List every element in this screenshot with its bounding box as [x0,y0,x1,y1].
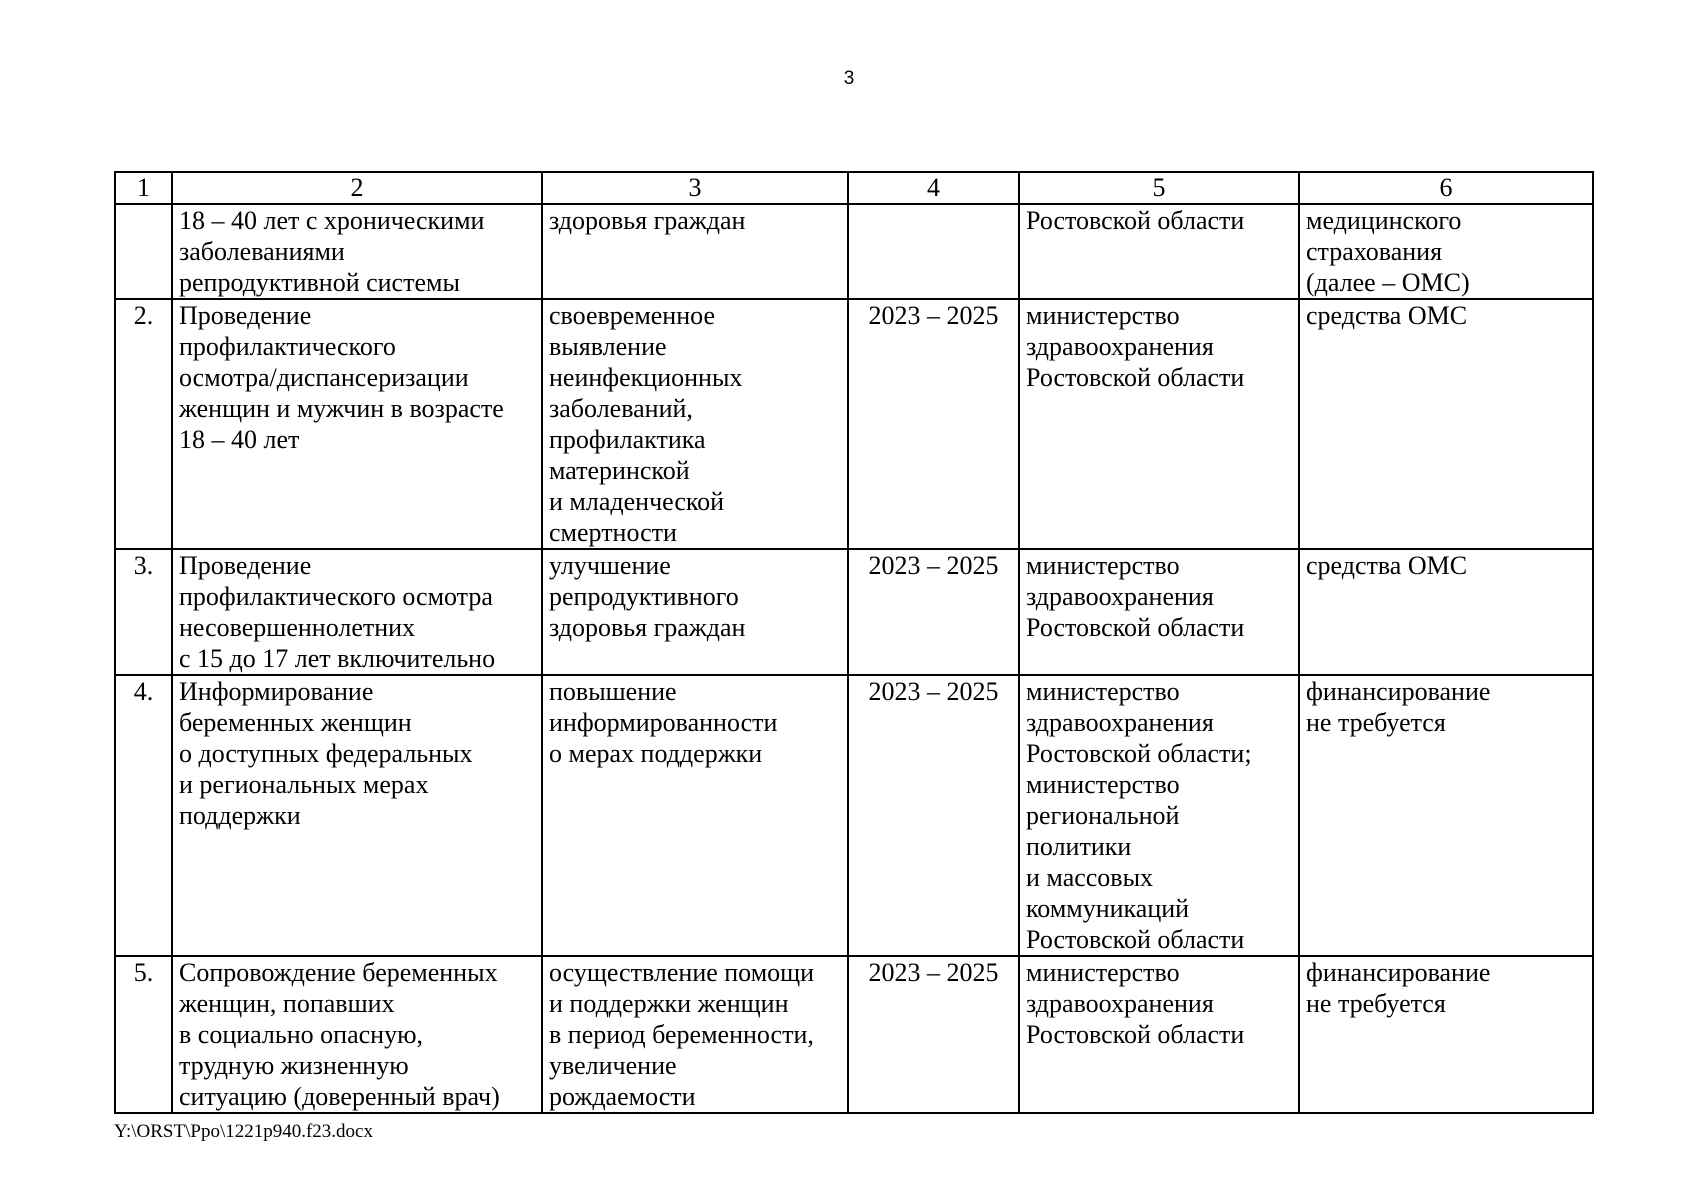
expected-result-cell [542,299,848,549]
cell-line: (далее – ОМС) [1306,268,1470,297]
cell-line: и младенческой [549,487,725,516]
cell-line: трудную жизненную [179,1051,409,1080]
cell-line: Информирование [179,677,374,706]
expected-result-cell [542,956,848,1113]
cell-line: в социально опасную, [179,1020,423,1049]
table-row [115,549,1593,675]
column-number-header: 1 [115,172,172,204]
column-number-header: 3 [542,172,848,204]
table-row [115,956,1593,1113]
cell-line: заболеваний, [549,394,693,423]
page-number: 3 [843,68,855,89]
cell-line: и поддержки женщин [549,989,789,1018]
cell-line: ситуацию (доверенный врач) [179,1082,500,1111]
funding-cell [1299,956,1593,1113]
item-number-cell: 5. [115,956,172,1113]
cell-line: политики [1026,832,1132,861]
cell-line: женщин, попавших [179,989,395,1018]
item-number-cell: 4. [115,675,172,956]
cell-line: профилактического осмотра [179,582,493,611]
cell-line: в период беременности, [549,1020,814,1049]
cell-line: Проведение [179,301,312,330]
cell-line: не требуется [1306,989,1446,1018]
cell-line: профилактического [179,332,396,361]
cell-line: медицинского [1306,206,1462,235]
cell-line: неинфекционных [549,363,743,392]
cell-line: своевременное [549,301,715,330]
item-number-cell [115,204,172,299]
table-row [115,299,1593,549]
event-cell [172,956,542,1113]
cell-line: материнской [549,456,690,485]
period-cell: 2023 – 2025 [848,299,1019,549]
cell-line: 18 – 40 лет с хроническими [179,206,485,235]
cell-line: средства ОМС [1306,301,1468,330]
cell-line: выявление [549,332,667,361]
table-row [115,204,1593,299]
cell-line: коммуникаций [1026,894,1190,923]
cell-line: Ростовской области [1026,206,1245,235]
executor-cell [1019,204,1299,299]
cell-line: с 15 до 17 лет включительно [179,644,496,673]
cell-line: финансирование [1306,677,1491,706]
cell-line: заболеваниями [179,237,345,266]
period-cell [848,204,1019,299]
period-cell: 2023 – 2025 [848,956,1019,1113]
cell-line: Ростовской области [1026,925,1245,954]
cell-line: о мерах поддержки [549,739,763,768]
cell-line: здравоохранения [1026,332,1214,361]
cell-line: региональной [1026,801,1180,830]
cell-line: рождаемости [549,1082,696,1111]
cell-line: Ростовской области [1026,363,1245,392]
funding-cell [1299,675,1593,956]
item-number-cell: 2. [115,299,172,549]
event-cell [172,299,542,549]
cell-line: женщин и мужчин в возрасте [179,394,504,423]
cell-line: здравоохранения [1026,708,1214,737]
cell-line: повышение [549,677,677,706]
cell-line: репродуктивного [549,582,739,611]
cell-line: средства ОМС [1306,551,1468,580]
executor-cell [1019,675,1299,956]
column-number-header: 6 [1299,172,1593,204]
cell-line: беременных женщин [179,708,412,737]
cell-line: здоровья граждан [549,206,746,235]
cell-line: министерство [1026,770,1180,799]
expected-result-cell [542,549,848,675]
cell-line: несовершеннолетних [179,613,416,642]
cell-line: улучшение [549,551,671,580]
cell-line: репродуктивной системы [179,268,460,297]
cell-line: здравоохранения [1026,989,1214,1018]
executor-cell [1019,299,1299,549]
cell-line: министерство [1026,958,1180,987]
cell-line: смертности [549,518,677,547]
column-number-row [115,172,1593,204]
item-number-cell: 3. [115,549,172,675]
cell-line: здоровья граждан [549,613,746,642]
file-path: Y:\ORST\Ppo\1221p940.f23.docx [114,1121,373,1142]
cell-line: министерство [1026,301,1180,330]
funding-cell [1299,299,1593,549]
cell-line: Проведение [179,551,312,580]
funding-cell [1299,549,1593,675]
period-cell: 2023 – 2025 [848,675,1019,956]
column-number-header: 4 [848,172,1019,204]
executor-cell [1019,956,1299,1113]
cell-line: министерство [1026,677,1180,706]
period-cell: 2023 – 2025 [848,549,1019,675]
table-body [115,172,1593,1113]
column-number-header: 5 [1019,172,1299,204]
cell-line: поддержки [179,801,301,830]
cell-line: и региональных мерах [179,770,429,799]
executor-cell [1019,549,1299,675]
cell-line: и массовых [1026,863,1154,892]
cell-line: Сопровождение беременных [179,958,498,987]
cell-line: информированности [549,708,778,737]
cell-line: Ростовской области; [1026,739,1252,768]
cell-line: Ростовской области [1026,1020,1245,1049]
column-number-header: 2 [172,172,542,204]
cell-line: Ростовской области [1026,613,1245,642]
cell-line: финансирование [1306,958,1491,987]
measures-table [114,171,1594,1114]
cell-line: не требуется [1306,708,1446,737]
cell-line: о доступных федеральных [179,739,473,768]
cell-line: осуществление помощи [549,958,815,987]
cell-line: здравоохранения [1026,582,1214,611]
cell-line: увеличение [549,1051,677,1080]
event-cell [172,204,542,299]
cell-line: 18 – 40 лет [179,425,300,454]
funding-cell [1299,204,1593,299]
expected-result-cell [542,204,848,299]
cell-line: осмотра/диспансеризации [179,363,469,392]
event-cell [172,675,542,956]
cell-line: профилактика [549,425,706,454]
cell-line: министерство [1026,551,1180,580]
table-row [115,675,1593,956]
event-cell [172,549,542,675]
expected-result-cell [542,675,848,956]
cell-line: страхования [1306,237,1443,266]
